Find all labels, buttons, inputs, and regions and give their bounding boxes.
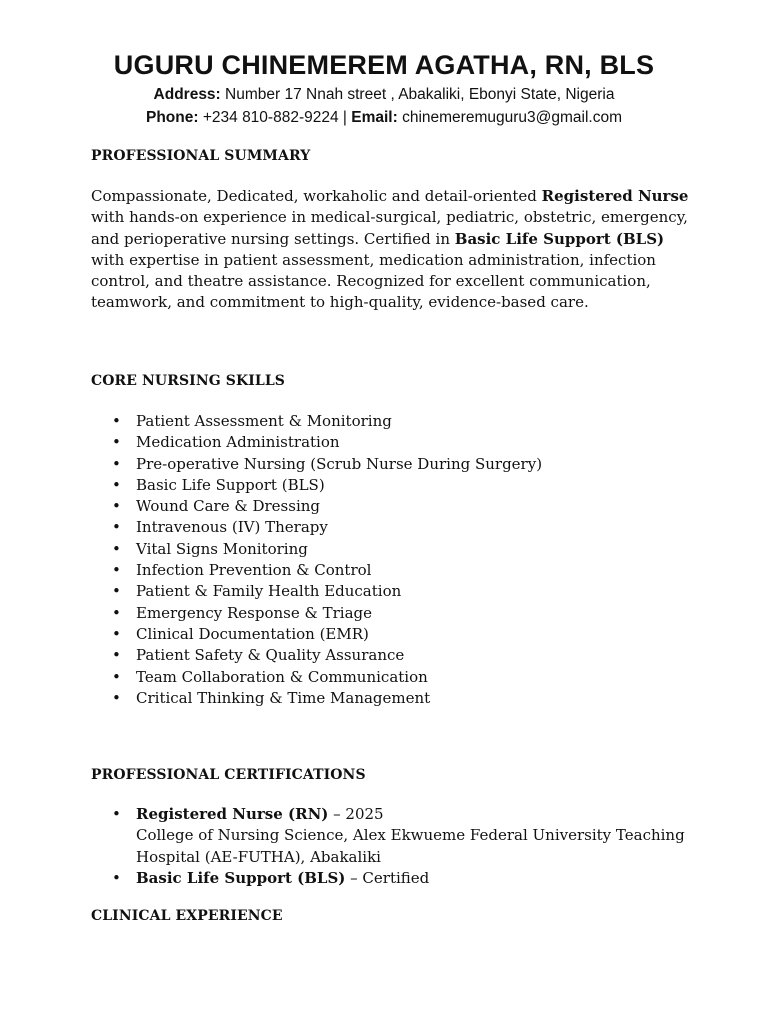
email-label: Email: xyxy=(351,109,398,126)
bullet: • xyxy=(112,868,121,887)
skill-label: Patient Safety & Quality Assurance xyxy=(136,646,405,665)
bullet: • xyxy=(112,475,121,494)
summary-paragraph xyxy=(91,186,691,314)
bullet: • xyxy=(112,454,121,473)
candidate-name: UGURU CHINEMEREM AGATHA, RN, BLS xyxy=(113,50,655,80)
cert-title: Registered Nurse (RN) xyxy=(136,805,329,823)
list-item xyxy=(91,432,542,453)
skill-label: Vital Signs Monitoring xyxy=(136,539,308,558)
bullet: • xyxy=(112,497,121,516)
bullet: • xyxy=(112,624,121,643)
skill-label: Team Collaboration & Communication xyxy=(136,667,428,686)
bullet: • xyxy=(112,805,121,823)
bullet: • xyxy=(112,603,121,622)
address-value: Number 17 Nnah street , Abakaliki, Ebonyi State, Nigeria xyxy=(225,86,615,103)
cert-title: Basic Life Support (BLS) xyxy=(136,868,346,887)
list-item xyxy=(91,475,542,496)
skill-label: Wound Care & Dressing xyxy=(136,497,321,516)
bullet: • xyxy=(112,412,121,430)
list-item xyxy=(91,804,691,868)
phone-value: +234 810-882-9224 | xyxy=(202,109,347,126)
bullet: • xyxy=(112,561,121,580)
skill-label: Infection Prevention & Control xyxy=(136,561,372,580)
skill-label: Medication Administration xyxy=(136,433,340,452)
bullet: • xyxy=(112,688,121,707)
skill-label: Clinical Documentation (EMR) xyxy=(136,624,369,643)
list-item xyxy=(91,539,542,560)
phone-label: Phone: xyxy=(146,109,199,126)
summary-bold-1: Registered Nurse xyxy=(541,187,689,205)
skills-list xyxy=(91,411,542,709)
address-label: Address: xyxy=(153,86,221,103)
certifications-list xyxy=(91,804,691,889)
summary-heading: PROFESSIONAL SUMMARY xyxy=(91,148,311,164)
address-line xyxy=(0,86,768,104)
list-item xyxy=(91,645,542,666)
cert-detail: College of Nursing Science, Alex Ekwueme Federal University Teaching Hospital (AE-FUTHA), Abakaliki xyxy=(136,826,685,866)
skill-label: Patient & Family Health Education xyxy=(136,582,402,601)
summary-text-2: with hands-on experience in medical-surgical, pediatric, obstetric, emergency, and perioperative nursing settings. Certified in xyxy=(91,208,688,248)
skills-heading: CORE NURSING SKILLS xyxy=(91,373,285,389)
bullet: • xyxy=(112,518,121,537)
list-item xyxy=(91,411,542,432)
list-item xyxy=(91,624,542,645)
phone-email-line xyxy=(0,109,768,127)
bullet: • xyxy=(112,539,121,558)
skill-label: Basic Life Support (BLS) xyxy=(136,475,325,494)
bullet: • xyxy=(112,667,121,686)
list-item xyxy=(91,517,542,538)
skill-label: Intravenous (IV) Therapy xyxy=(136,518,328,537)
email-value: chinemeremuguru3@gmail.com xyxy=(402,109,622,126)
skill-label: Patient Assessment & Monitoring xyxy=(136,412,392,430)
bullet: • xyxy=(112,433,121,452)
cert-suffix: – Certified xyxy=(345,868,430,887)
list-item xyxy=(91,581,542,602)
list-item xyxy=(91,688,542,709)
skill-label: Pre-operative Nursing (Scrub Nurse During Surgery) xyxy=(136,454,543,473)
list-item xyxy=(91,496,542,517)
list-item xyxy=(91,560,542,581)
summary-bold-2: Basic Life Support (BLS) xyxy=(454,229,665,248)
experience-heading: CLINICAL EXPERIENCE xyxy=(91,908,283,924)
skill-label: Emergency Response & Triage xyxy=(136,603,373,622)
cert-suffix: – 2025 xyxy=(328,805,384,823)
summary-text-3: with expertise in patient assessment, medication administration, infection control, and theatre assistance. Recognized for excellent communication, teamwork, and commitment to high-quality, evidence-based care. xyxy=(91,250,656,312)
list-item xyxy=(91,603,542,624)
certifications-heading: PROFESSIONAL CERTIFICATIONS xyxy=(91,767,366,783)
list-item xyxy=(91,667,542,688)
skill-label: Critical Thinking & Time Management xyxy=(136,688,431,707)
list-item xyxy=(91,868,691,889)
list-item xyxy=(91,454,542,475)
summary-text-1: Compassionate, Dedicated, workaholic and detail-oriented xyxy=(91,187,542,205)
bullet: • xyxy=(112,582,121,601)
bullet: • xyxy=(112,646,121,665)
